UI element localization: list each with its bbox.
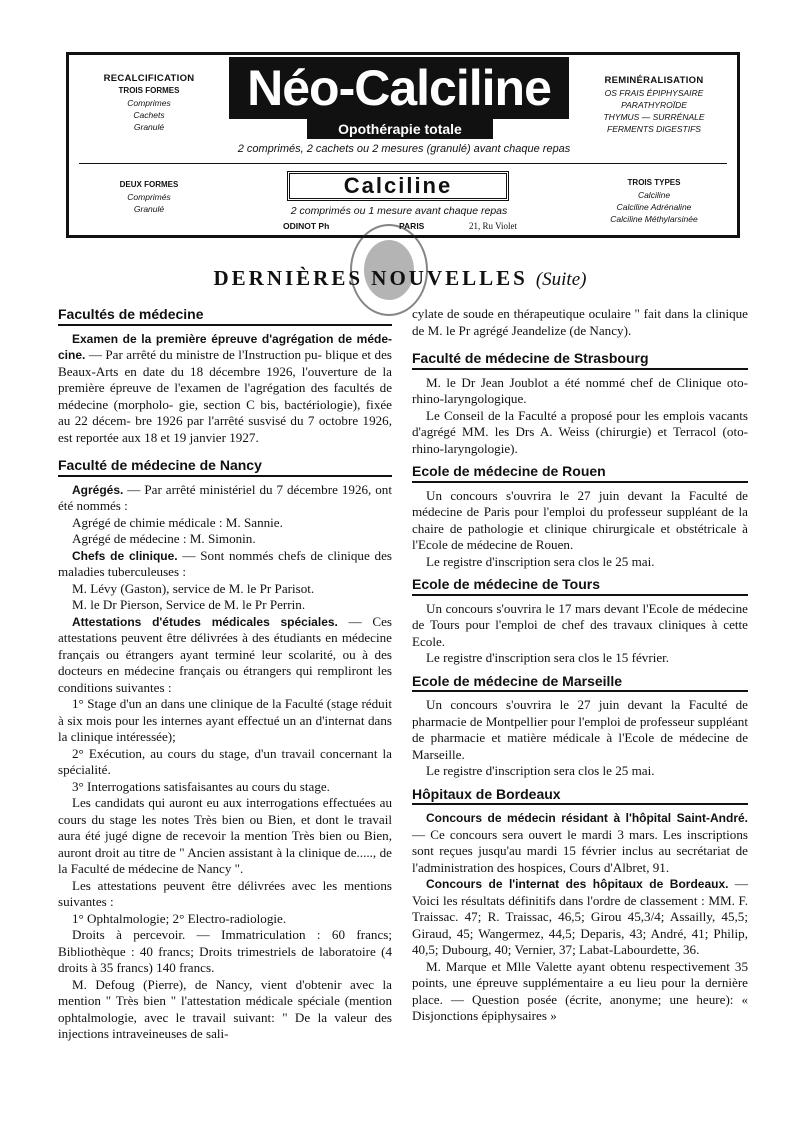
ad-tl-heading: RECALCIFICATION (103, 73, 195, 84)
paragraph: M. Marque et Mlle Valette ayant obtenu respectivement 35 points, une épreuve supplémentaire a eu lieu pour la dernière place. — Question posée (écrite, anonyme; une heure): « Disjonctions épiphysaires » (412, 958, 748, 1023)
paragraph: Un concours s'ouvrira le 27 juin devant la Faculté de pharmacie de Montpellier pour l'emploi de professeur suppléant de pharmacie et matière médicale à l'Ecole de médecine de Marseille. (412, 697, 748, 762)
list-item: Agrégé de médecine : M. Simonin. (72, 531, 256, 546)
ad-bottom-right-block (579, 177, 729, 225)
paragraph: Le Conseil de la Faculté a proposé pour les emplois vacants d'agrégé MM. les Drs A. Weiss (chirurgie) et Terracol (oto-rhino-laryngologie). (412, 407, 748, 456)
ad-tr-item: THYMUS — SURRÉNALE (603, 112, 705, 122)
ad-tl-subheading: TROIS FORMES (118, 86, 180, 95)
ad-tr-item: FERMENTS DIGESTIFS (607, 124, 701, 134)
ad-second-dosage: 2 comprimés ou 1 mesure avant chaque repas (290, 205, 508, 217)
paragraph: Les attestations peuvent être délivrées avec les mentions suivantes : (58, 877, 392, 909)
paragraph: Un concours s'ouvrira le 17 mars devant l'Ecole de médecine de Tours pour l'emploi de chef des travaux cliniques à cette Ecole. (412, 600, 748, 649)
ad-top-right-block (579, 75, 729, 135)
paragraph: 3° Interrogations satisfaisantes au cours du stage. (72, 778, 330, 794)
section-heading: Ecole de médecine de Marseille (412, 673, 748, 693)
ad-br-heading: TROIS TYPES (627, 178, 681, 187)
paragraph: Droits à percevoir. — Immatriculation : 60 francs; Bibliothèque : 40 francs; Droits trimestriels de laboratoire (4 droits à 35 francs) 140 francs. (58, 927, 392, 975)
section-heading: Faculté de médecine de Strasbourg (412, 350, 748, 370)
paragraph: cylate de soude en thérapeutique oculaire " fait dans la clinique de M. le Pr agrégé Jeandelize (de Nancy). (412, 306, 748, 338)
ad-tr-heading: REMINÉRALISATION (604, 75, 704, 86)
ad-bl-item: Granulé (133, 204, 165, 214)
paragraph: Attestations d'études médicales spéciales. — Ces attestations peuvent être délivrées à des étudiants en médecine français ou étrangers ayant terminé leur scolarité, ou à des docteurs en médecine français ou étrangers qui rempliront les conditions suivantes : (58, 613, 392, 695)
paragraph-lead: Examen de la première épreuve d'agrégation de méde-cine. (58, 331, 392, 362)
paragraph: Concours de l'internat des hôpitaux de Bordeaux. — Voici les résultats définitifs dans l'ordre de classement : MM. F. Traissac. 47; R. Traissac, 46,5; Girou 45,3/4; Assailly, 45,5; Giraud, 45; Wangermez, 44,5; Deparis, 43; André, 41; Philip, 40,5; Dubourg, 40; Vernier, 37; Labat-Labourdette, 36. (412, 876, 748, 957)
ad-tl-item: Granulé (133, 122, 165, 132)
ad-tl-item: Comprimes (127, 98, 171, 108)
page-title (0, 266, 800, 291)
section-heading: Ecole de médecine de Tours (412, 576, 748, 596)
ad-bl-item: Comprimés (127, 192, 171, 202)
paragraph: Les candidats qui auront eu aux interrogations effectuées au cours du stage les notes Très bien ou Bien, et dont le travail aura été jugé digne de recevoir la mention Très bien ou Bien, auront droit au titre de " Ancien assistant à la clinique de....., de la Faculté de médecine de Nancy ". (58, 795, 392, 876)
section-heading: Ecole de médecine de Rouen (412, 463, 748, 483)
paragraph-lead: Chefs de clinique. (72, 548, 178, 563)
ad-br-item: Calciline Adrénaline (616, 202, 692, 212)
ad-top-left-block (79, 73, 219, 133)
advertisement-box (66, 52, 740, 238)
section-heading: Faculté de médecine de Nancy (58, 457, 392, 477)
ad-bl-heading: DEUX FORMES (119, 180, 179, 189)
paragraph-lead: Agrégés. (72, 482, 124, 497)
paragraph: Un concours s'ouvrira le 27 juin devant la Faculté de médecine de Paris pour l'emploi du professeur suppléant de la chaire de pathologie et clinique chirurgicale et obstétricale à l'Ecole de médecine de Rouen. (412, 487, 748, 552)
paragraph: 1° Stage d'un an dans une clinique de la Faculté (stage réduit à six mois pour les internes ayant effectué un an d'internat dans la clinique intéressée); (58, 696, 392, 744)
paragraph: 1° Ophtalmologie; 2° Electro-radiologie. (72, 910, 287, 926)
paragraph: Agrégés. — Par arrêté ministériel du 7 décembre 1926, ont été nommés : (58, 481, 392, 513)
section-heading: Hôpitaux de Bordeaux (412, 786, 748, 806)
ad-divider (79, 163, 727, 164)
ad-brand-neo-calciline: Néo-Calciline (229, 57, 569, 119)
paragraph: Le registre d'inscription sera clos le 25 mai. (426, 553, 655, 569)
ad-tr-item: PARATHYROÏDE (621, 100, 687, 110)
ad-maker: ODINOT Ph (283, 221, 330, 231)
paragraph: Concours de médecin résidant à l'hôpital Saint-André. — Ce concours sera ouvert le mardi 3 mars. Les inscriptions sont reçues jusqu'au mardi 15 février inclus au secrétariat de l'administration des hospices, Cours d'Albret, 91. (412, 811, 748, 875)
ad-br-item: Calciline Méthylarsinée (610, 214, 698, 224)
paragraph: 2° Exécution, au cours du stage, d'un travail concernant la spécialité. (58, 745, 392, 777)
paragraph-lead: Concours de l'internat des hôpitaux de Bordeaux. (426, 877, 729, 891)
right-column (412, 306, 748, 1025)
paragraph: Le registre d'inscription sera clos le 15 février. (426, 650, 670, 665)
left-column (58, 306, 392, 1043)
ad-address: 21, Ru Violet (469, 221, 518, 231)
list-item: M. le Dr Pierson, Service de M. le Pr Perrin. (72, 597, 306, 612)
ad-brand-calciline: Calciline (287, 171, 509, 201)
paragraph: Chefs de clinique. — Sont nommés chefs de clinique des maladies tuberculeuses : (58, 547, 392, 579)
ad-tr-item: OS FRAIS ÉPIPHYSAIRE (604, 88, 704, 98)
ad-main-dosage: 2 comprimés, 2 cachets ou 2 mesures (granulé) avant chaque repas (237, 143, 571, 155)
list-item: Agrégé de chimie médicale : M. Sannie. (72, 514, 283, 530)
list-item: M. Lévy (Gaston), service de M. le Pr Parisot. (72, 580, 315, 596)
title-suite: (Suite) (535, 269, 587, 290)
ad-tl-item: Cachets (133, 110, 165, 120)
ad-br-item: Calciline (637, 190, 671, 200)
ad-brand-subtitle: Opothérapie totale (307, 119, 493, 139)
paragraph: M. le Dr Jean Joublot a été nommé chef de Clinique oto-rhino-laryngologique. (412, 374, 748, 406)
paragraph: Examen de la première épreuve d'agrégation de méde-cine. — Par arrêté du ministre de l'Instruction pu- blique et des Beaux-Arts en date du 18 décembre 1926, l'ouverture de la première épreuve de l'examen de l'agrégation des facultés de médecine (morpholo- gie, section C bis, bactériologie), fixée au 22 décem- bre 1926 par l'arrêté susvisé du 7 octobre 1926, est reportée aux 18 et 19 janvier 1927. (58, 331, 392, 445)
ad-city: PARIS (399, 221, 425, 231)
paragraph: Le registre d'inscription sera clos le 25 mai. (426, 763, 655, 778)
title-text: DERNIÈRES NOUVELLES (213, 266, 528, 290)
paragraph-lead: Concours de médecin résidant à l'hôpital Saint-André. (426, 811, 748, 825)
ad-bottom-left-block (79, 179, 219, 215)
paragraph-lead: Attestations d'études médicales spéciales. (72, 614, 338, 629)
section-heading: Facultés de médecine (58, 306, 392, 326)
paragraph: M. Defoug (Pierre), de Nancy, vient d'obtenir avec la mention " Très bien " l'attestation médicale spéciale (mention ophtalmologie, avec le travail suivant: " De la valeur des injections intraveineuses de sali- (58, 976, 392, 1041)
